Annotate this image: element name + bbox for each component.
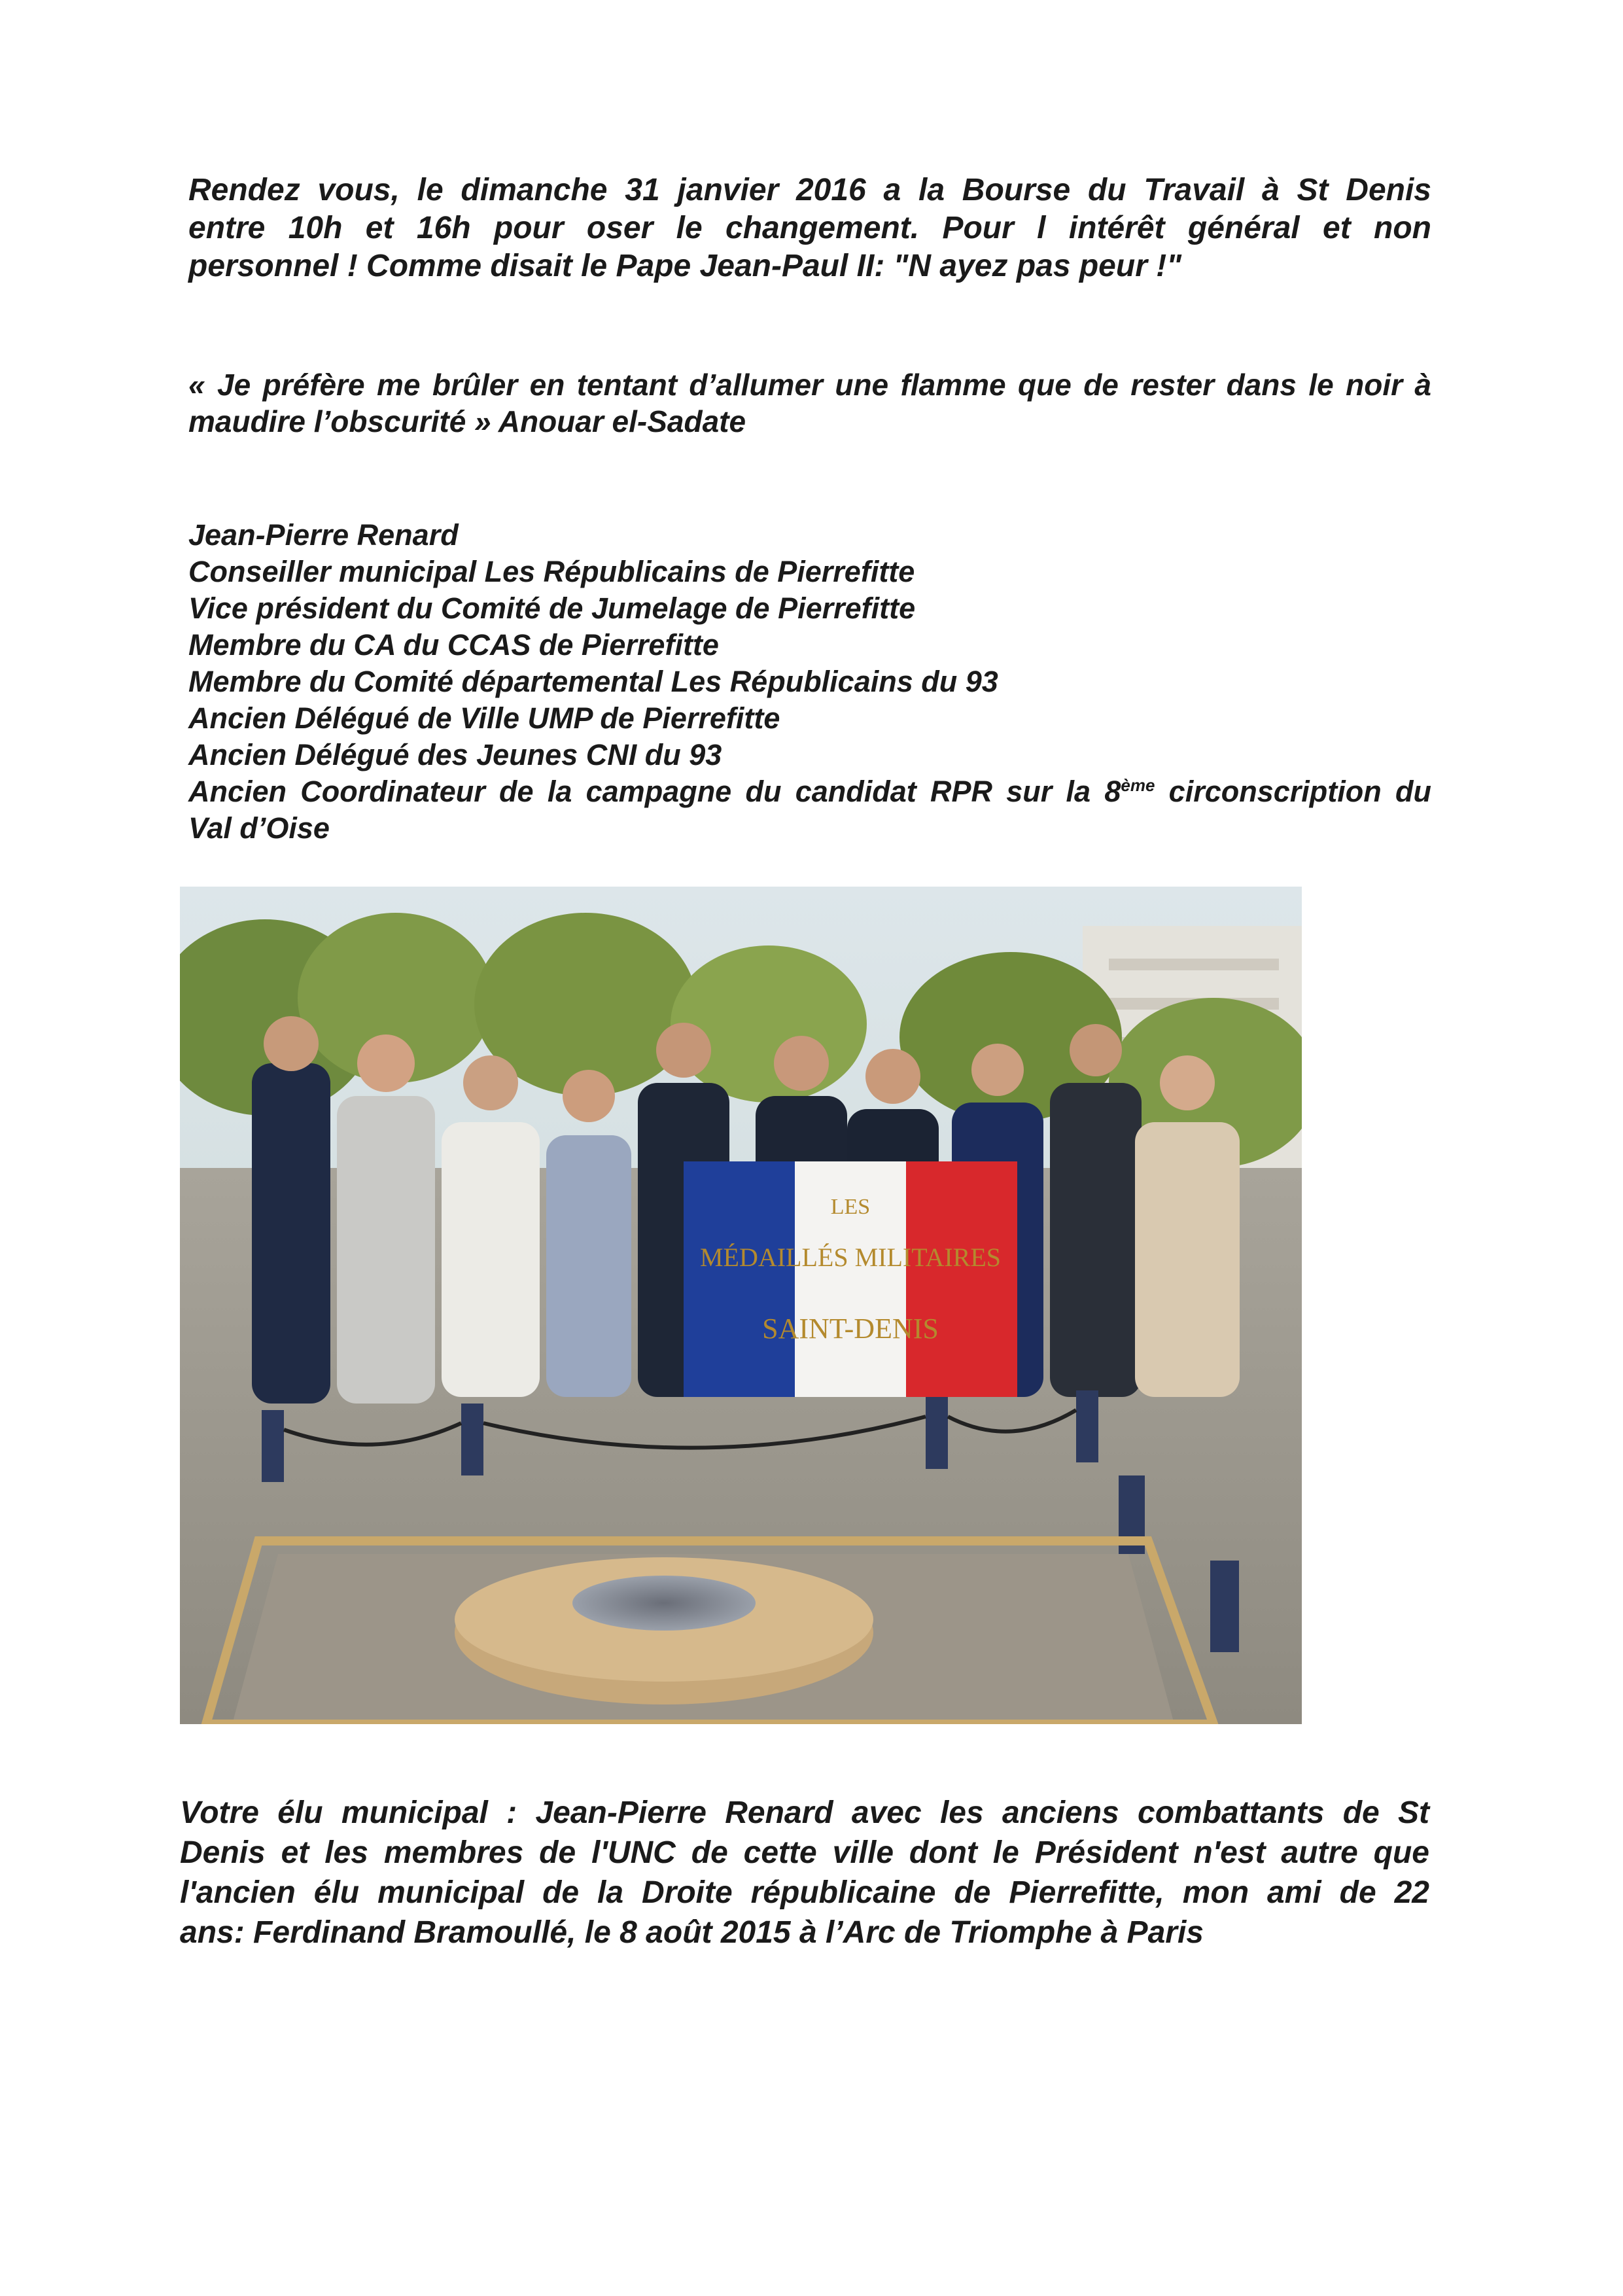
quote-line: « Je préfère me brûler en tentant d’allumer une flamme que de rester dans le noir à [188,368,1431,402]
quote-line: maudire l’obscurité » Anouar el-Sadate [188,404,746,438]
signature-name: Jean-Pierre Renard [188,518,459,552]
flag-text-line-1: LES [830,1195,871,1219]
coordinator-superscript: ème [1121,775,1155,795]
signature-title: Membre du CA du CCAS de Pierrefitte [188,628,719,662]
flag-text-line-3: SAINT-DENIS [762,1313,939,1345]
signature-block [188,517,1431,847]
coordinator-text-end: circonscription du [1155,775,1431,808]
signature-title: Ancien Délégué des Jeunes CNI du 93 [188,738,722,771]
quote-paragraph [188,366,1431,440]
announcement-line: entre 10h et 16h pour oser le changement. Pour l intérêt général et non [188,211,1431,245]
photo-caption [180,1793,1429,1952]
signature-title: Vice président du Comité de Jumelage de Pierrefitte [188,592,916,625]
signature-title: Membre du Comité départemental Les Républicains du 93 [188,665,998,698]
coordinator-text-start: Ancien Coordinateur de la campagne du candidat RPR sur la 8 [188,775,1121,808]
flag-text-line-2: MÉDAILLÉS MILITAIRES [699,1243,1002,1272]
signature-title-coordinator-cont: Val d’Oise [188,811,330,845]
caption-line: l'ancien élu municipal de la Droite républicaine de Pierrefitte, mon ami de 22 [180,1875,1429,1910]
signature-title: Ancien Délégué de Ville UMP de Pierrefitte [188,701,780,735]
signature-title-coordinator [188,773,1431,810]
signature-title: Conseiller municipal Les Républicains de Pierrefitte [188,555,915,588]
announcement-line: personnel ! Comme disait le Pape Jean-Paul II: "N ayez pas peur !" [188,249,1181,283]
announcement-paragraph [188,171,1431,285]
announcement-line: Rendez vous, le dimanche 31 janvier 2016 a la Bourse du Travail à St Denis [188,173,1431,207]
caption-line: ans: Ferdinand Bramoullé, le 8 août 2015 à l’Arc de Triomphe à Paris [180,1915,1204,1950]
group-photo [180,887,1302,1724]
caption-line: Denis et les membres de l'UNC de cette ville dont le Président n'est autre que [180,1835,1429,1870]
caption-line: Votre élu municipal : Jean-Pierre Renard avec les anciens combattants de St [180,1795,1429,1830]
